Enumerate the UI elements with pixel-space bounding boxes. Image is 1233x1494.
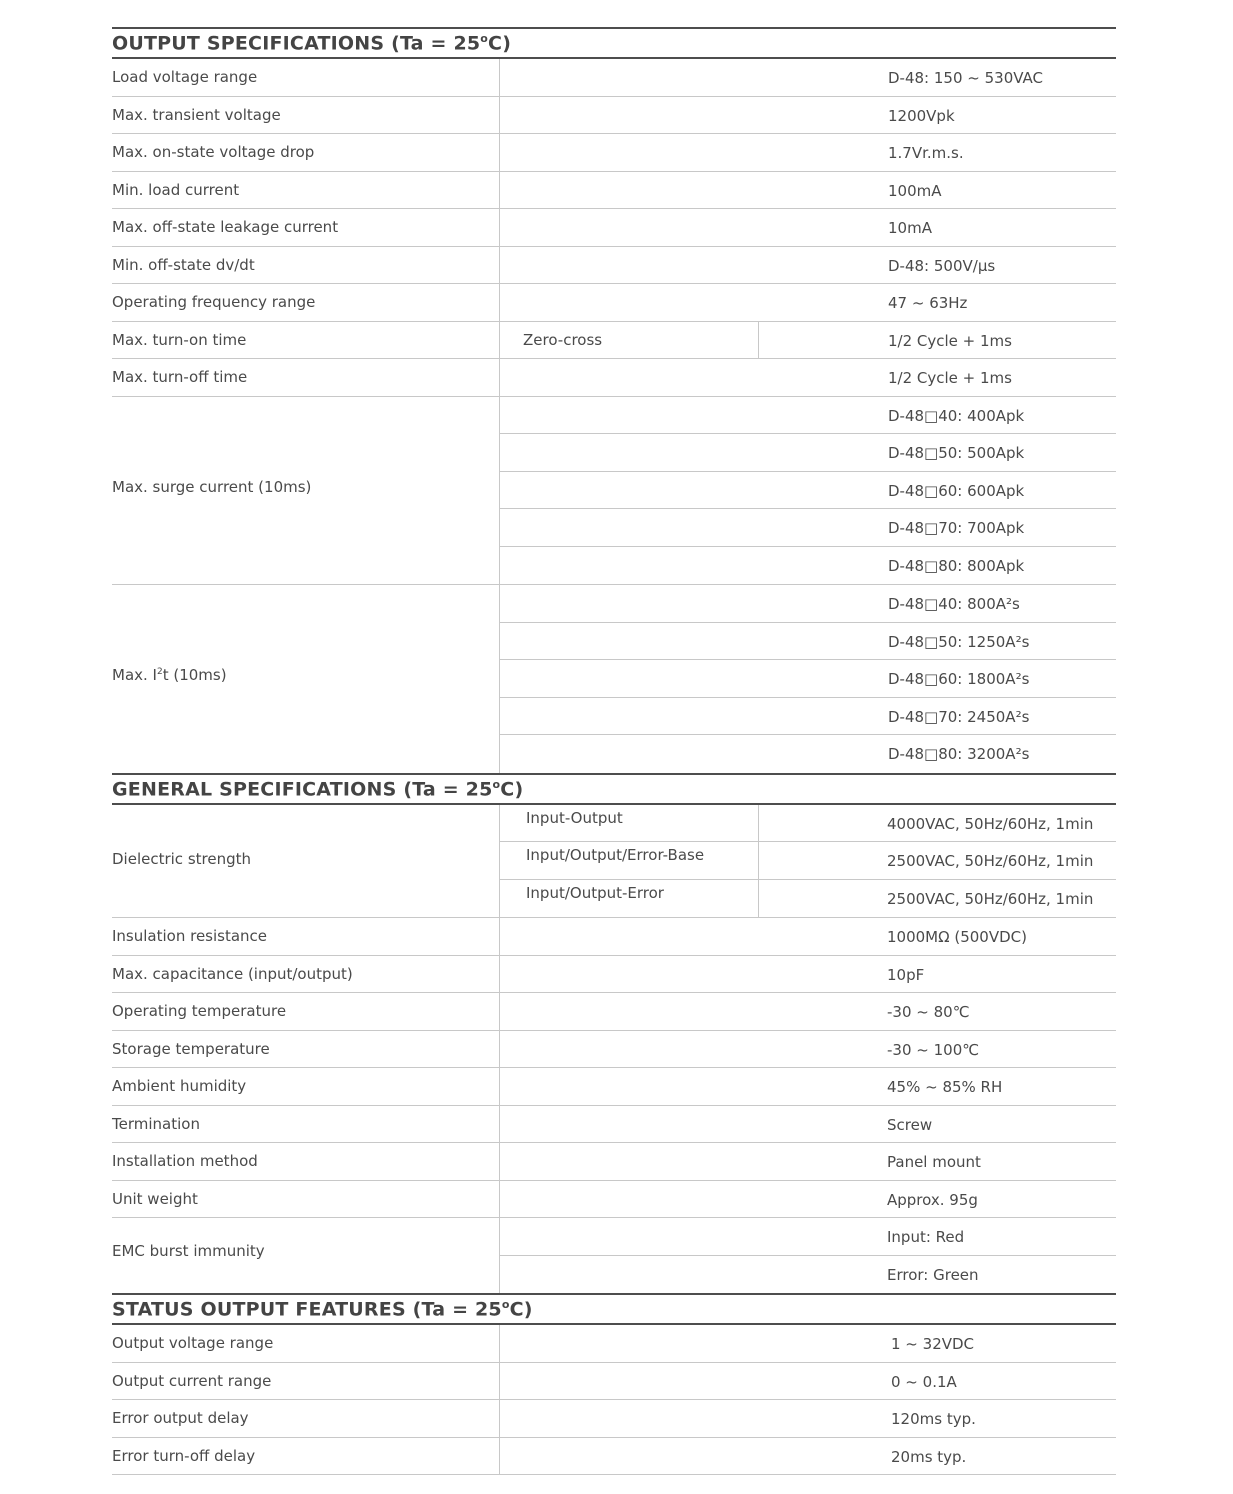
spec-value: 10mA <box>888 219 932 237</box>
spec-group-surge <box>112 397 1116 586</box>
spec-value: D-48□40: 800A²s <box>888 595 1020 613</box>
spec-row <box>112 59 1116 97</box>
spec-subrow <box>500 547 1116 585</box>
spec-condition: Input/Output/Error-Base <box>526 846 705 864</box>
spec-label: Termination <box>112 1114 200 1133</box>
spec-value: 2500VAC, 50Hz/60Hz, 1min <box>887 889 1094 908</box>
spec-subrow <box>500 472 1116 510</box>
spec-value: 1/2 Cycle + 1ms <box>888 331 1012 350</box>
spec-label: Load voltage range <box>112 68 258 86</box>
spec-row <box>112 97 1116 135</box>
spec-sheet <box>112 27 1116 1475</box>
spec-label: Operating temperature <box>112 1002 287 1020</box>
spec-row <box>112 1363 1116 1401</box>
spec-label: Error output delay <box>112 1409 249 1427</box>
spec-row <box>112 1181 1116 1219</box>
spec-subrow <box>500 623 1116 661</box>
spec-label: Max. $I^2t$ (10ms) <box>112 666 227 684</box>
spec-value: 10pF <box>887 965 925 984</box>
section-header <box>112 27 1116 59</box>
section-title: STATUS OUTPUT FEATURES $(Ta = 25^oC)$ <box>112 1298 533 1321</box>
spec-row <box>112 322 1116 360</box>
spec-subrow <box>500 1256 1116 1294</box>
spec-label: Storage temperature <box>112 1039 270 1058</box>
spec-subrow <box>500 397 1116 435</box>
spec-label: Output current range <box>112 1371 272 1390</box>
spec-label: Min. off-state dv/dt <box>112 255 255 274</box>
spec-row <box>112 1438 1116 1476</box>
spec-row <box>112 1068 1116 1106</box>
spec-value: D-48: 500V/µs <box>888 256 996 275</box>
spec-label: Max. off-state leakage current <box>112 218 339 236</box>
spec-value: 0 ~ 0.1A <box>891 1372 957 1391</box>
spec-label: Max. surge current (10ms) <box>112 477 312 496</box>
spec-label: EMC burst immunity <box>112 1242 265 1260</box>
spec-group-emc <box>112 1218 1116 1293</box>
spec-value: 1.7Vr.m.s. <box>888 144 964 162</box>
spec-value: Panel mount <box>887 1153 981 1171</box>
spec-subrow <box>500 660 1116 698</box>
spec-subrow <box>500 698 1116 736</box>
spec-value: D-48□70: 700Apk <box>888 519 1025 537</box>
section-title: GENERAL SPECIFICATIONS $(Ta = 25^oC)$ <box>112 777 524 800</box>
spec-value: D-48□70: 2450A²s <box>888 707 1030 726</box>
section-header <box>112 1293 1116 1325</box>
spec-subrow <box>500 805 1116 843</box>
spec-value: 2500VAC, 50Hz/60Hz, 1min <box>887 852 1094 870</box>
status-output-section <box>112 1293 1116 1475</box>
spec-label: Ambient humidity <box>112 1077 247 1095</box>
spec-subrow <box>500 1218 1116 1256</box>
spec-value: Approx. 95g <box>887 1190 978 1209</box>
spec-row <box>112 956 1116 994</box>
spec-value: 45% ~ 85% RH <box>887 1078 1003 1096</box>
spec-value: Screw <box>887 1115 933 1134</box>
spec-label: Max. transient voltage <box>112 105 281 124</box>
spec-row <box>112 284 1116 322</box>
spec-label: Operating frequency range <box>112 293 316 311</box>
spec-row <box>112 1106 1116 1144</box>
spec-row <box>112 1325 1116 1363</box>
spec-value: 1000MΩ (500VDC) <box>887 928 1027 946</box>
spec-value: D-48□60: 600Apk <box>888 481 1025 500</box>
spec-value: D-48: 150 ~ 530VAC <box>888 69 1044 87</box>
spec-row <box>112 247 1116 285</box>
spec-condition: Zero-cross <box>523 330 603 349</box>
spec-row <box>112 1031 1116 1069</box>
spec-value: 1200Vpk <box>888 106 955 125</box>
spec-row <box>112 1400 1116 1438</box>
spec-label: Max. capacitance (input/output) <box>112 964 353 983</box>
spec-row <box>112 209 1116 247</box>
output-specifications-section <box>112 27 1116 773</box>
spec-label: Insulation resistance <box>112 927 268 945</box>
spec-value: -30 ~ 80℃ <box>887 1003 970 1021</box>
spec-label: Dielectric strength <box>112 849 251 868</box>
section-header <box>112 773 1116 805</box>
spec-value: D-48□80: 800Apk <box>888 556 1025 575</box>
spec-condition: Input/Output-Error <box>526 883 664 902</box>
section-title: OUTPUT SPECIFICATIONS $(Ta = 25^oC)$ <box>112 32 512 55</box>
spec-subrow <box>500 842 1116 880</box>
spec-row <box>112 918 1116 956</box>
spec-row <box>112 172 1116 210</box>
spec-value: 1/2 Cycle + 1ms <box>888 369 1012 387</box>
spec-value: 120ms typ. <box>891 1410 976 1428</box>
spec-value: 100mA <box>888 181 942 200</box>
spec-value: 4000VAC, 50Hz/60Hz, 1min <box>887 814 1094 833</box>
spec-value: D-48□80: 3200A²s <box>888 745 1030 763</box>
spec-label: Output voltage range <box>112 1334 274 1352</box>
spec-label: Error turn-off delay <box>112 1446 256 1465</box>
spec-label: Max. turn-on time <box>112 330 247 349</box>
spec-subrow <box>500 880 1116 918</box>
spec-value: 1 ~ 32VDC <box>891 1335 975 1353</box>
spec-condition: Input-Output <box>526 808 623 827</box>
spec-label: Max. on-state voltage drop <box>112 143 315 161</box>
spec-label: Min. load current <box>112 180 240 199</box>
spec-label: Unit weight <box>112 1189 198 1208</box>
spec-row <box>112 359 1116 397</box>
spec-row <box>112 1143 1116 1181</box>
spec-value: D-48□50: 500Apk <box>888 444 1025 462</box>
spec-row <box>112 134 1116 172</box>
spec-value: -30 ~ 100℃ <box>887 1040 980 1059</box>
spec-value: Error: Green <box>887 1265 979 1284</box>
spec-subrow <box>500 434 1116 472</box>
spec-value: Input: Red <box>887 1228 965 1246</box>
spec-value: 20ms typ. <box>891 1447 967 1466</box>
spec-group-i2t <box>112 585 1116 773</box>
spec-group-dielectric <box>112 805 1116 919</box>
spec-subrow <box>500 585 1116 623</box>
spec-subrow <box>500 735 1116 773</box>
spec-row <box>112 993 1116 1031</box>
spec-value: 47 ~ 63Hz <box>888 294 968 312</box>
spec-value: D-48□40: 400Apk <box>888 406 1025 425</box>
general-specifications-section <box>112 773 1116 1294</box>
spec-subrow <box>500 509 1116 547</box>
spec-value: D-48□50: 1250A²s <box>888 632 1030 651</box>
spec-label: Installation method <box>112 1152 258 1170</box>
spec-value: D-48□60: 1800A²s <box>888 670 1030 688</box>
spec-label: Max. turn-off time <box>112 368 248 386</box>
